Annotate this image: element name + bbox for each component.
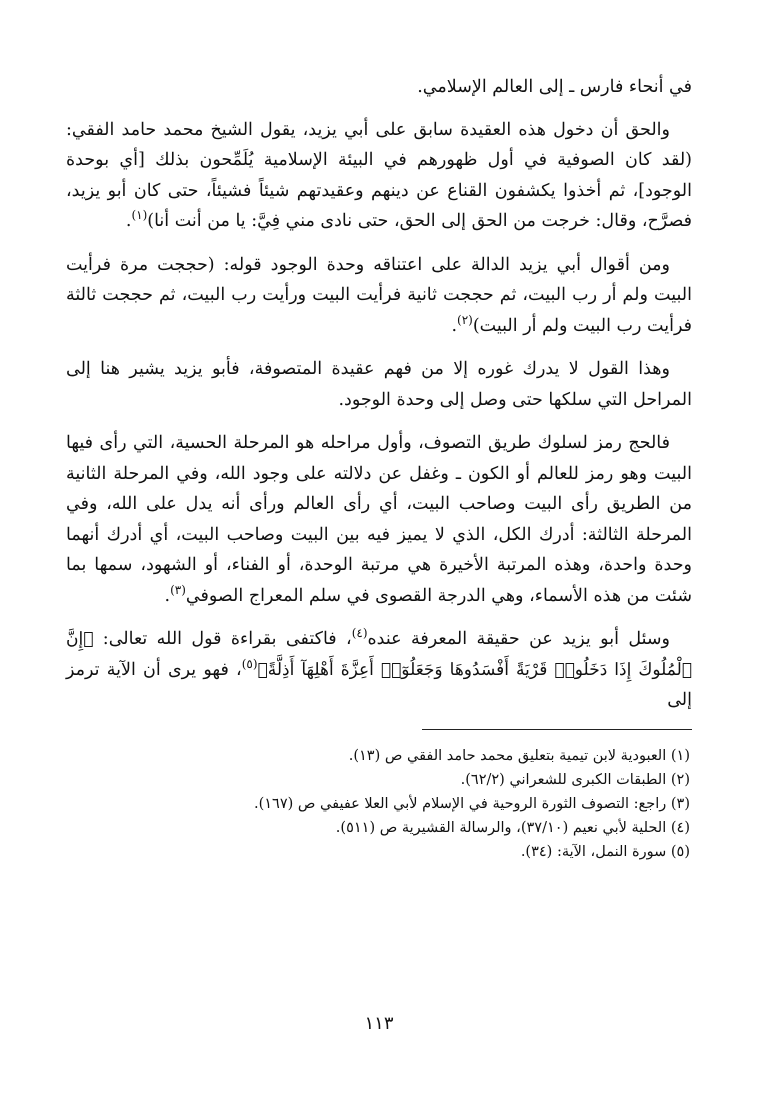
footnote-2: (٢) الطبقات الكبرى للشعراني (٦٢/٢). — [460, 771, 690, 788]
paragraph-faqi-quote — [66, 115, 692, 237]
paragraph-text: ، فاكتفى بقراءة قول الله تعالى: — [93, 629, 352, 649]
footnotes — [66, 744, 692, 864]
paragraph-text: والحق أن دخول هذه العقيدة سابق على أبي يزيد، يقول الشيخ محمد حامد الفقي: (لقد كان الصوفية في أول ظهورهم في البيئة الإسلامية يُلَمِّحون بذلك [أي بوحدة الوجود]، ثم أخذوا يكشفون القناع عن دينهم وعقيدتهم شيئاً فشيئاً، حتى كان أبو يزيد، فصرَّح، وقال: خرجت من الحق إلى الحق، حتى نادى مني فِيَّ: يا من أنت أنا) — [66, 119, 692, 231]
footnote-ref-3[interactable]: (٣) — [170, 582, 186, 597]
punctuation: . — [164, 585, 171, 606]
page-number: ١١٣ — [364, 1013, 394, 1034]
quran-verse: ﴿إِنَّ ٱلْمُلُوكَ إِذَا دَخَلُوا۟ قَرْيَةً أَفْسَدُوهَا وَجَعَلُوٓا۟ أَعِزَّةَ أَهْلِهَآ أَذِلَّةً﴾ — [66, 629, 692, 680]
footnote-ref-2[interactable]: (٢) — [457, 312, 473, 327]
paragraph-text: وهذا القول لا يدرك غوره إلا من فهم عقيدة المتصوفة، فأبو يزيد يشير هنا إلى المراحل التي سلكها حتى وصل إلى وحدة الوجود. — [66, 359, 692, 410]
paragraph-text: فالحج رمز لسلوك طريق التصوف، وأول مراحله هو المرحلة الحسية، التي رأى فيها البيت وهو رمز للعالم أو الكون ـ وغفل عن دلالته على وجود الله، وفي المرحلة الثانية من الطريق رأى البيت وصاحب البيت، أي رأى العالم ورأى أنه يدل على الله، وفي المرحلة الثالثة: أدرك الكل، الذي لا يميز فيه بين البيت وصاحب البيت، أي أدرك أنهما وحدة واحدة، وهذه المرتبة الأخيرة هي مرتبة الوحدة، أو الفناء، أو الشهود، سمها بما شئت من هذه الأسماء، وهي الدرجة القصوى في سلم المعراج الصوفي — [66, 433, 692, 606]
paragraph-hajj-symbolism — [66, 428, 692, 611]
punctuation: . — [125, 211, 132, 231]
paragraph-explanation — [66, 354, 692, 415]
footnote-3: (٣) راجع: التصوف الثورة الروحية في الإسلام لأبي العلا عفيفي ص (١٦٧). — [253, 795, 690, 812]
footnote-4: (٤) الحلية لأبي نعيم (٣٧/١٠)، والرسالة القشيرية ص (٥١١). — [335, 819, 690, 836]
footnote-ref-1[interactable]: (١) — [131, 208, 148, 223]
paragraph-marifa — [66, 624, 692, 716]
footnote-1: (١) العبودية لابن تيمية بتعليق محمد حامد الفقي ص (١٣). — [348, 747, 690, 764]
paragraph-text: في أنحاء فارس ـ إلى العالم الإسلامي. — [417, 77, 692, 97]
punctuation: . — [451, 315, 458, 336]
footnote-ref-4[interactable]: (٤) — [351, 626, 368, 641]
paragraph-text: ، فهو يرى أن الآية ترمز إلى — [66, 659, 692, 710]
paragraph-hajj-saying — [66, 250, 692, 342]
footnote-ref-5[interactable]: (٥) — [241, 656, 258, 671]
paragraph-text: وسئل أبو يزيد عن حقيقة المعرفة عنده — [367, 629, 670, 649]
footnote-divider — [422, 729, 692, 730]
paragraph-text: ومن أقوال أبي يزيد الدالة على اعتناقه وحدة الوجود قوله: (حججت مرة فرأيت البيت ولم أر رب البيت، ثم حججت ثانية فرأيت البيت ورأيت رب البيت، ثم حججت ثالثة فرأيت رب البيت ولم أر البيت) — [66, 254, 692, 336]
paragraph-continuation — [66, 72, 692, 103]
footnote-5: (٥) سورة النمل، الآية: (٣٤). — [520, 843, 690, 860]
